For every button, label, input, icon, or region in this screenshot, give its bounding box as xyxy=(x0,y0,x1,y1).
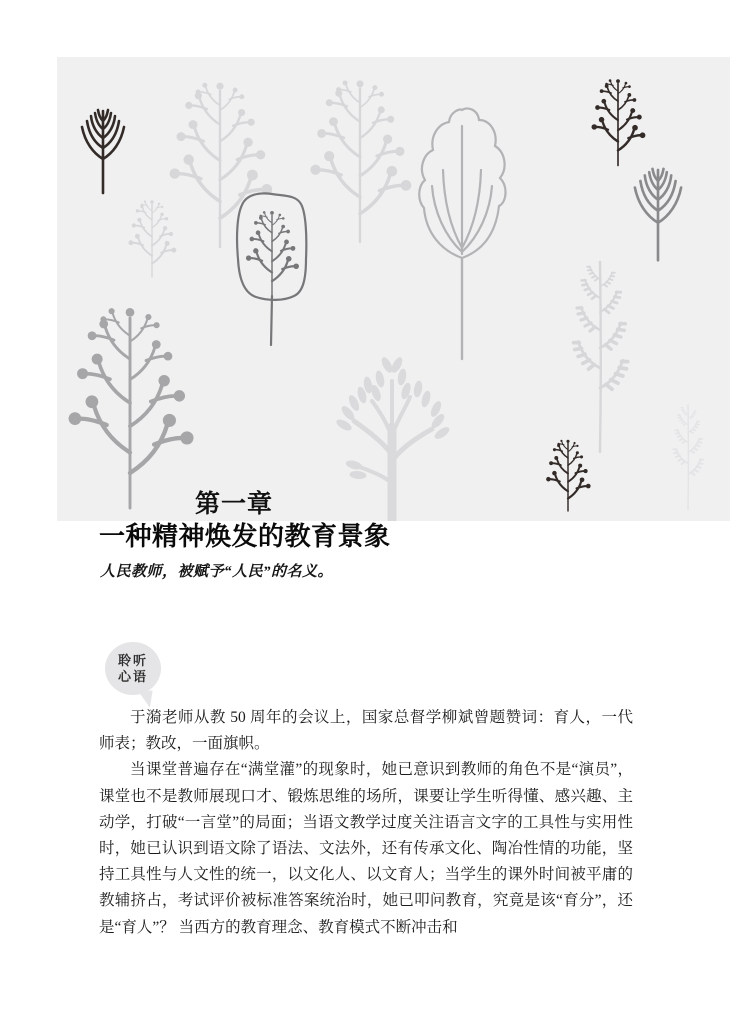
tree-fern-light xyxy=(574,262,628,452)
tree-scalloped-leaf xyxy=(419,108,505,359)
listen-badge xyxy=(105,642,161,695)
tree-berry-light-small xyxy=(128,200,176,277)
tree-fern-faint xyxy=(673,405,703,510)
paragraph: 当课堂普遍存在“满堂灌”的现象时，她已意识到教师的角色不是“演员”，课堂也不是教师展现口才、锻炼思维的场所，课要让学生听得懂、感兴趣、主动学，打破“一言堂”的局面；当语文教学过度关注语言文字的工具性与实用性时，她已认识到语文除了语法、文法外，还有传承文化、陶冶性情的功能，坚持工具性与人文性的统一，以文化人、以文育人；当学生的课外时间被平庸的教辅挤占，考试评价被标准答案统治时，她已叩问教育，究竟是该“育分”，还是“育人”？ 当西方的教育理念、教育模式不断冲击和 xyxy=(99,761,633,936)
tree-pine-dark xyxy=(82,110,124,193)
listen-badge-line1: 聆听 xyxy=(117,652,148,668)
chapter-title: 一种精神焕发的教育景象 xyxy=(99,521,391,551)
chapter-label: 第一章 xyxy=(195,490,274,518)
paragraph: 于漪老师从教 50 周年的会议上，国家总督学柳斌曾题赞词：育人，一代师表；教改，一面旗帜。 xyxy=(99,709,633,753)
tree-silhouette-leaves xyxy=(335,356,452,520)
listen-badge-line2: 心语 xyxy=(117,668,148,684)
tree-berry-light-top xyxy=(310,80,411,242)
chapter-tagline: 人民教师，被赋予“人民”的名义。 xyxy=(100,564,334,580)
tree-illustration-panel xyxy=(57,57,730,521)
body-text xyxy=(99,705,633,941)
tree-berry-gray-large xyxy=(69,308,194,508)
forest-illustration xyxy=(57,57,730,521)
tree-berry-dark-small-bottom xyxy=(546,440,590,511)
tree-berry-dark-small-top xyxy=(592,79,646,165)
tree-pine-gray xyxy=(635,169,681,260)
tree-outlined-blob-berry xyxy=(237,193,306,345)
